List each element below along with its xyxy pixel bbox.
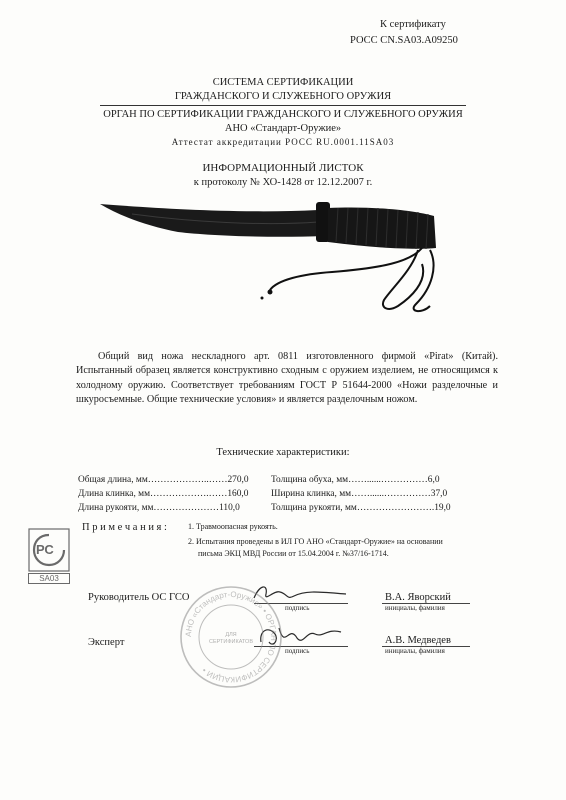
notes-label: П р и м е ч а н и я : xyxy=(82,522,167,533)
spec-handle-thickness xyxy=(271,502,451,514)
spec-blade-width xyxy=(271,488,447,500)
info-sheet-title: ИНФОРМАЦИОННЫЙ ЛИСТОК xyxy=(202,162,364,174)
stamp-center-text: ДЛЯ СЕРТИФИКАТОВ xyxy=(208,632,253,645)
head-signature-caption: подпись xyxy=(285,604,310,612)
head-name: В.А. Яворский xyxy=(385,592,451,603)
pc-logo-code: SA03 xyxy=(28,573,70,584)
spec-label: Ширина клинка, мм……......…………… xyxy=(271,489,431,499)
spec-total-length xyxy=(78,474,249,486)
certificate-ref-label: К сертификату xyxy=(380,19,446,30)
spec-blade-length xyxy=(78,488,248,500)
expert-name-caption: инициалы, фамилия xyxy=(385,647,445,655)
spec-label: Толщина рукояти, мм……………………. xyxy=(271,503,435,513)
note-item-1: 1. Травмоопасная рукоять. xyxy=(188,522,278,531)
system-title-line1: СИСТЕМА СЕРТИФИКАЦИИ xyxy=(212,77,354,88)
note-item-2-line2: письма ЭКЦ МВД России от 15.04.2004 г. №37/16-1714. xyxy=(198,549,389,558)
spec-label: Толщина обуха, мм……......…………… xyxy=(271,475,428,485)
spec-value: 6,0 xyxy=(427,475,440,485)
expert-signature-caption: подпись xyxy=(285,647,310,655)
pc-certification-logo xyxy=(28,528,70,586)
head-title: Руководитель ОС ГСО xyxy=(88,592,190,603)
organization-stamp xyxy=(178,584,284,690)
spec-value: 19,0 xyxy=(434,503,451,513)
system-title-line2: ГРАЖДАНСКОГО И СЛУЖЕБНОГО ОРУЖИЯ xyxy=(174,91,392,102)
head-name-caption: инициалы, фамилия xyxy=(385,604,445,612)
organ-title: ОРГАН ПО СЕРТИФИКАЦИИ ГРАЖДАНСКОГО И СЛУЖЕБНОГО ОРУЖИЯ xyxy=(103,109,463,120)
specs-heading: Технические характеристики: xyxy=(216,447,350,458)
description-paragraph: Общий вид ножа нескладного арт. 0811 изготовленного фирмой «Pirat» (Китай). Испытанный образец является конструктивно сходным с оружием изделием, не относящимся к холодному оружию. Соответствует требованиям ГОСТ Р 51644-2000 «Ножи разделочные и шкуросъемные. Общие технические условия» и является разделочным ножом. xyxy=(76,351,498,405)
spec-handle-length xyxy=(78,502,240,514)
spec-spine-thickness xyxy=(271,474,440,486)
expert-name: А.В. Медведев xyxy=(385,635,451,646)
accreditation-line: Аттестат аккредитации РОСС RU.0001.11SA03 xyxy=(171,137,395,147)
spec-label: Длина рукояти, мм………………… xyxy=(78,503,220,513)
pc-logo-letters: РС xyxy=(36,542,54,557)
spec-label: Общая длина, мм………………..…… xyxy=(78,475,228,485)
header-divider xyxy=(100,105,466,106)
spec-value: 37,0 xyxy=(430,489,448,499)
spec-label: Длина клинка, мм……………….…… xyxy=(78,489,228,499)
note-item-2-line1: 2. Испытания проведены в ИЛ ГО АНО «Стандарт-Оружие» на основании xyxy=(188,537,443,546)
protocol-reference: к протоколу № ХО-1428 от 12.12.2007 г. xyxy=(193,177,373,188)
certificate-number: РОСС CN.SA03.A09250 xyxy=(350,35,458,46)
ano-name: АНО «Стандарт-Оружие» xyxy=(224,123,342,134)
expert-title: Эксперт xyxy=(88,637,125,648)
spec-value: 270,0 xyxy=(227,475,249,485)
spec-value: 160,0 xyxy=(227,489,249,499)
stamp-ring-text: АНО «Стандарт-Оружие» • ОРГАН ПО СЕРТИФИКАЦИИ • xyxy=(183,589,279,685)
knife-photo xyxy=(92,192,472,332)
spec-value: 110,0 xyxy=(219,503,240,513)
